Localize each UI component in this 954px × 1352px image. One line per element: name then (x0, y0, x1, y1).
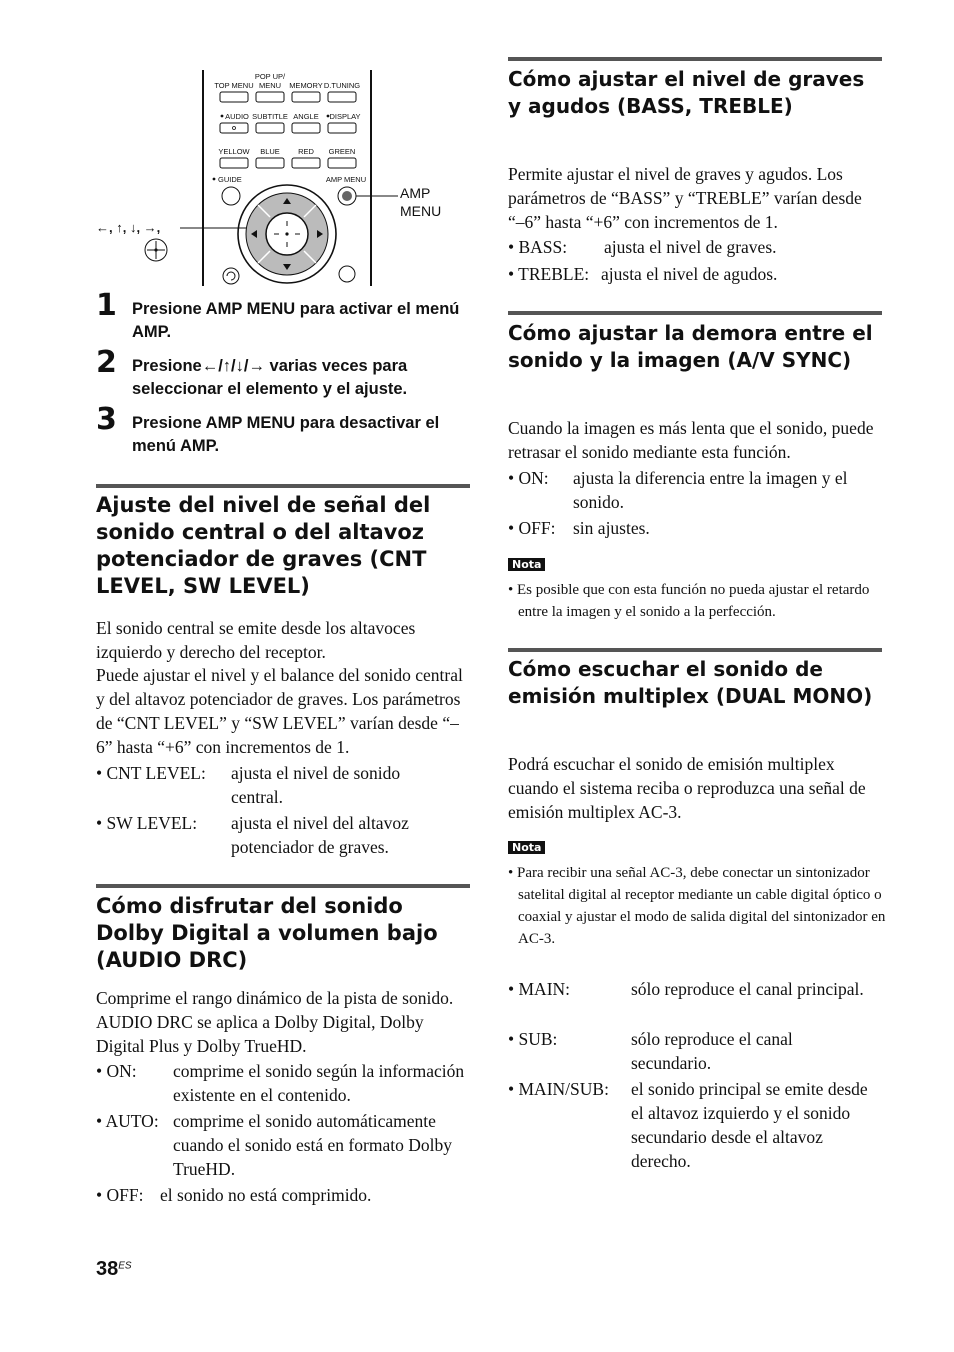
pop-up-menu-button[interactable] (256, 92, 284, 102)
yellow-button[interactable] (220, 158, 248, 168)
red-label: RED (298, 147, 314, 156)
av-on-item: • ON: ajusta la diferencia entre la imagen y el sonido. (508, 468, 848, 512)
d-tuning-button[interactable] (328, 92, 356, 102)
green-label: GREEN (328, 147, 356, 156)
memory-button[interactable] (292, 92, 320, 102)
step-2-number: 2 (96, 345, 117, 380)
drc-paragraph-1: Comprime el rango dinámico de la pista de sonido. AUDIO DRC se aplica a Dolby Digital, Dolby Digital Plus y Dolby TrueHD. (96, 988, 454, 1056)
drc-off-item: • OFF: el sonido no está comprimido. (96, 1185, 372, 1205)
cnt-paragraph-1: El sonido central se emite desde los altavoces izquierdo y derecho del receptor. (96, 618, 416, 662)
cnt-section-title: Ajuste del nivel de señal del sonido central o del altavoz potenciador de graves (CNT LEVEL, SW LEVEL) (96, 493, 431, 598)
angle-button[interactable] (292, 123, 320, 133)
bass-section-title: Cómo ajustar el nivel de graves y agudos (BASS, TREBLE) (508, 67, 865, 118)
subtitle-button[interactable] (256, 123, 284, 133)
main-item: • MAIN: sólo reproduce el canal principal. (508, 979, 864, 999)
yellow-label: YELLOW (218, 147, 250, 156)
return-button[interactable] (223, 268, 239, 284)
angle-label: ANGLE (293, 112, 319, 121)
step-3-text: Presione AMP MENU para desactivar el menú AMP. (132, 414, 440, 455)
section-divider (96, 484, 470, 488)
blue-label: BLUE (260, 147, 280, 156)
nota-badge: Nota (508, 558, 545, 571)
remote-control-illustration (90, 66, 460, 290)
drc-section-title: Cómo disfrutar del sonido Dolby Digital a volumen bajo (AUDIO DRC) (96, 894, 438, 972)
main-sub-item: • MAIN/SUB: el sonido principal se emite desde el altavoz izquierdo y el sonido secundario desde el altavoz derecho. (508, 1079, 868, 1171)
arrows-callout-label: ←, ↑, ↓, →, (96, 220, 161, 235)
treble-item: • TREBLE: ajusta el nivel de agudos. (508, 264, 778, 284)
pop-up-label-1: POP UP/ (254, 72, 286, 81)
blue-button[interactable] (256, 158, 284, 168)
av-sync-section-title: Cómo ajustar la demora entre el sonido y la imagen (A/V SYNC) (508, 321, 873, 372)
top-menu-label: TOP MENU (214, 81, 254, 90)
audio-label: AUDIO (225, 112, 249, 121)
section-divider (96, 884, 470, 888)
drc-on-item: • ON: comprime el sonido según la información existente en el contenido. (96, 1061, 465, 1105)
sub-item: • SUB: sólo reproduce el canal secundario. (508, 1029, 793, 1073)
step-1-number: 1 (96, 288, 117, 323)
nota-badge: Nota (508, 841, 545, 854)
cnt-level-item: • CNT LEVEL: ajusta el nivel de sonido central. (96, 763, 401, 807)
home-button[interactable] (339, 266, 355, 282)
cnt-paragraph-2: Puede ajustar el nivel y el balance del sonido central y del altavoz potenciador de graves. Los parámetros de “CNT LEVEL” y “SW LEVEL” varían desde “–6” hasta “+6” con incrementos de 1. (96, 665, 463, 757)
bass-item: • BASS: ajusta el nivel de graves. (508, 237, 777, 257)
section-divider (508, 57, 882, 61)
section-divider (508, 648, 882, 652)
av-paragraph-1: Cuando la imagen es más lenta que el sonido, puede retrasar el sonido mediante esta función. (508, 418, 874, 462)
dual-mono-section-title: Cómo escuchar el sonido de emisión multiplex (DUAL MONO) (508, 657, 873, 708)
top-menu-button[interactable] (220, 92, 248, 102)
guide-button[interactable] (222, 187, 240, 205)
av-nota-text: • Es posible que con esta función no pueda ajustar el retardo entre la imagen y el sonido a la perfección. (508, 582, 870, 620)
amp-callout-label: AMP MENU (400, 185, 442, 219)
green-button[interactable] (328, 158, 356, 168)
display-button[interactable] (328, 123, 356, 133)
sw-level-item: • SW LEVEL: ajusta el nivel del altavoz potenciador de graves. (96, 813, 409, 857)
step-2-text: Presione←/↑/↓/→ varias veces para seleccionar el elemento y el ajuste. (132, 357, 408, 398)
guide-label: GUIDE (218, 175, 242, 184)
d-tuning-label: D.TUNING (323, 81, 361, 90)
audio-button[interactable] (220, 123, 248, 133)
red-button[interactable] (292, 158, 320, 168)
step-3-number: 3 (96, 402, 117, 437)
av-off-item: • OFF: sin ajustes. (508, 518, 650, 538)
dual-paragraph-1: Podrá escuchar el sonido de emisión multiplex cuando el sistema reciba o reproduzca una señal de emisión multiplex AC-3. (508, 754, 866, 822)
amp-menu-label: AMP MENU (325, 175, 367, 184)
bass-paragraph-1: Permite ajustar el nivel de graves y agudos. Los parámetros de “BASS” y “TREBLE” varían desde “–6” hasta “+6” con incrementos de 1. (508, 164, 862, 232)
dual-nota-text: • Para recibir una señal AC-3, debe conectar un sintonizador satelital digital al receptor mediante un cable digital óptico o coaxial y ajustar el modo de salida digital del sintonizador en AC-3. (508, 865, 886, 947)
memory-label: MEMORY (289, 81, 323, 90)
pop-up-label-2: MENU (258, 81, 282, 90)
page-number: $38^{ES}$ (96, 1258, 132, 1280)
display-label: DISPLAY (329, 112, 361, 121)
step-1-text: Presione AMP MENU para activar el menú AMP. (132, 300, 460, 341)
subtitle-label: SUBTITLE (252, 112, 288, 121)
section-divider (508, 311, 882, 315)
drc-auto-item: • AUTO: comprime el sonido automáticamente cuando el sonido está en formato Dolby TrueHD. (96, 1111, 452, 1179)
